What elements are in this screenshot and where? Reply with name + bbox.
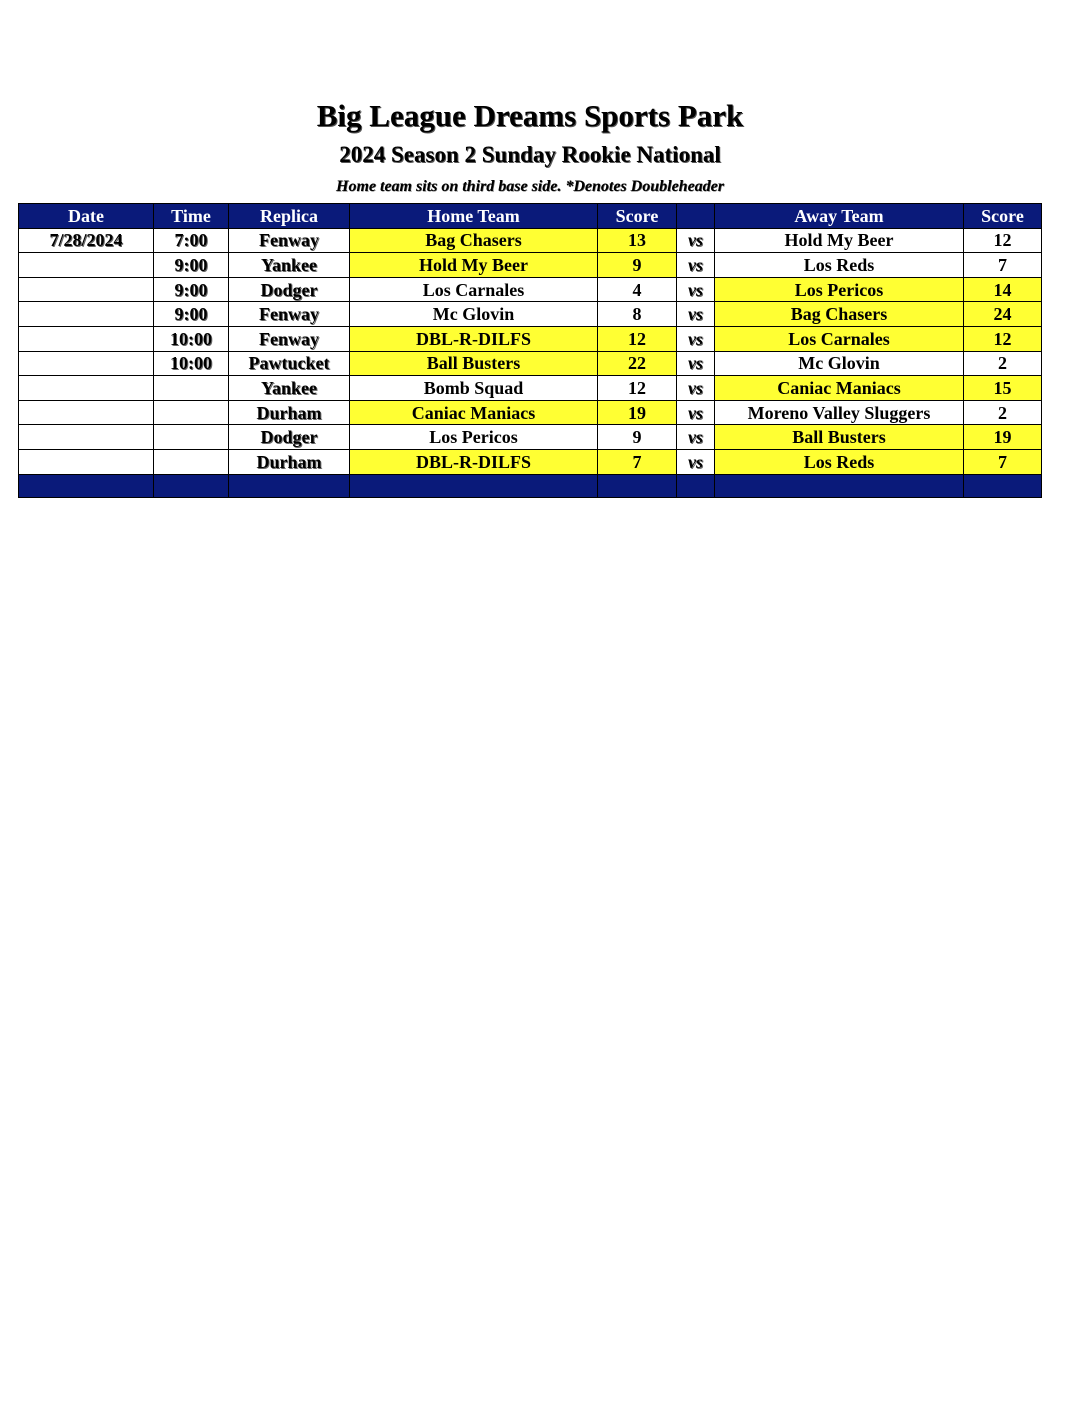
replica-cell: Pawtucket <box>229 351 350 376</box>
home-team-cell: DBL-R-DILFS <box>350 449 598 474</box>
home-score-cell: 9 <box>598 253 677 278</box>
home-team-cell: DBL-R-DILFS <box>350 326 598 351</box>
away-score-cell: 7 <box>964 449 1042 474</box>
home-score-cell: 12 <box>598 376 677 401</box>
replica-cell: Yankee <box>229 376 350 401</box>
schedule-table <box>18 203 1042 498</box>
home-score-cell: 8 <box>598 302 677 327</box>
time-cell <box>154 449 229 474</box>
table-row <box>19 326 1042 351</box>
table-row <box>19 253 1042 278</box>
away-team-cell: Moreno Valley Sluggers <box>715 400 964 425</box>
home-team-cell: Los Carnales <box>350 277 598 302</box>
page-subtitle: 2024 Season 2 Sunday Rookie National <box>339 142 721 167</box>
home-score-cell: 4 <box>598 277 677 302</box>
replica-cell: Dodger <box>229 277 350 302</box>
table-row <box>19 351 1042 376</box>
column-header-vs <box>677 204 715 229</box>
away-score-cell: 2 <box>964 400 1042 425</box>
footer-cell <box>715 474 964 497</box>
table-row <box>19 376 1042 401</box>
vs-cell: vs <box>677 277 715 302</box>
time-cell: 9:00 <box>154 302 229 327</box>
replica-cell: Fenway <box>229 228 350 253</box>
time-cell <box>154 425 229 450</box>
home-team-cell: Bag Chasers <box>350 228 598 253</box>
away-score-cell: 14 <box>964 277 1042 302</box>
away-score-cell: 12 <box>964 326 1042 351</box>
date-cell <box>19 425 154 450</box>
away-score-cell: 2 <box>964 351 1042 376</box>
time-cell: 10:00 <box>154 326 229 351</box>
away-score-cell: 7 <box>964 253 1042 278</box>
table-row <box>19 302 1042 327</box>
table-footer-row <box>19 474 1042 497</box>
replica-cell: Yankee <box>229 253 350 278</box>
column-header-away-team: Away Team <box>715 204 964 229</box>
away-team-cell: Los Reds <box>715 253 964 278</box>
replica-cell: Fenway <box>229 326 350 351</box>
table-header-row <box>19 204 1042 229</box>
column-header-home-team: Home Team <box>350 204 598 229</box>
home-team-cell: Mc Glovin <box>350 302 598 327</box>
away-team-cell: Bag Chasers <box>715 302 964 327</box>
home-team-cell: Ball Busters <box>350 351 598 376</box>
time-cell <box>154 376 229 401</box>
vs-cell: vs <box>677 351 715 376</box>
away-team-cell: Caniac Maniacs <box>715 376 964 401</box>
away-score-cell: 19 <box>964 425 1042 450</box>
page-title: Big League Dreams Sports Park <box>316 98 744 133</box>
away-team-cell: Hold My Beer <box>715 228 964 253</box>
away-team-cell: Los Carnales <box>715 326 964 351</box>
footer-cell <box>350 474 598 497</box>
footer-cell <box>154 474 229 497</box>
home-score-cell: 13 <box>598 228 677 253</box>
time-cell: 9:00 <box>154 253 229 278</box>
column-header-home-score: Score <box>598 204 677 229</box>
footer-cell <box>677 474 715 497</box>
table-row <box>19 449 1042 474</box>
away-team-cell: Los Reds <box>715 449 964 474</box>
vs-cell: vs <box>677 425 715 450</box>
footer-cell <box>229 474 350 497</box>
vs-cell: vs <box>677 376 715 401</box>
table-row <box>19 425 1042 450</box>
vs-cell: vs <box>677 253 715 278</box>
date-cell: 7/28/2024 <box>19 228 154 253</box>
home-team-cell: Los Pericos <box>350 425 598 450</box>
table-row <box>19 277 1042 302</box>
home-score-cell: 22 <box>598 351 677 376</box>
table-row <box>19 228 1042 253</box>
away-score-cell: 15 <box>964 376 1042 401</box>
vs-cell: vs <box>677 228 715 253</box>
away-score-cell: 24 <box>964 302 1042 327</box>
vs-cell: vs <box>677 302 715 327</box>
home-score-cell: 7 <box>598 449 677 474</box>
away-score-cell: 12 <box>964 228 1042 253</box>
schedule-body <box>19 228 1042 497</box>
away-team-cell: Los Pericos <box>715 277 964 302</box>
home-score-cell: 12 <box>598 326 677 351</box>
footer-cell <box>598 474 677 497</box>
vs-cell: vs <box>677 326 715 351</box>
vs-cell: vs <box>677 400 715 425</box>
date-cell <box>19 253 154 278</box>
home-team-cell: Bomb Squad <box>350 376 598 401</box>
away-team-cell: Mc Glovin <box>715 351 964 376</box>
table-row <box>19 400 1042 425</box>
time-cell: 10:00 <box>154 351 229 376</box>
column-header-replica: Replica <box>229 204 350 229</box>
footer-cell <box>964 474 1042 497</box>
replica-cell: Durham <box>229 400 350 425</box>
time-cell <box>154 400 229 425</box>
date-cell <box>19 449 154 474</box>
home-team-cell: Caniac Maniacs <box>350 400 598 425</box>
home-score-cell: 19 <box>598 400 677 425</box>
date-cell <box>19 326 154 351</box>
replica-cell: Dodger <box>229 425 350 450</box>
away-team-cell: Ball Busters <box>715 425 964 450</box>
column-header-time: Time <box>154 204 229 229</box>
time-cell: 7:00 <box>154 228 229 253</box>
date-cell <box>19 277 154 302</box>
home-team-cell: Hold My Beer <box>350 253 598 278</box>
date-cell <box>19 302 154 327</box>
column-header-away-score: Score <box>964 204 1042 229</box>
date-cell <box>19 376 154 401</box>
replica-cell: Fenway <box>229 302 350 327</box>
schedule-note: Home team sits on third base side. *Denotes Doubleheader <box>336 178 724 195</box>
footer-cell <box>19 474 154 497</box>
date-cell <box>19 351 154 376</box>
date-cell <box>19 400 154 425</box>
vs-cell: vs <box>677 449 715 474</box>
column-header-date: Date <box>19 204 154 229</box>
replica-cell: Durham <box>229 449 350 474</box>
home-score-cell: 9 <box>598 425 677 450</box>
time-cell: 9:00 <box>154 277 229 302</box>
